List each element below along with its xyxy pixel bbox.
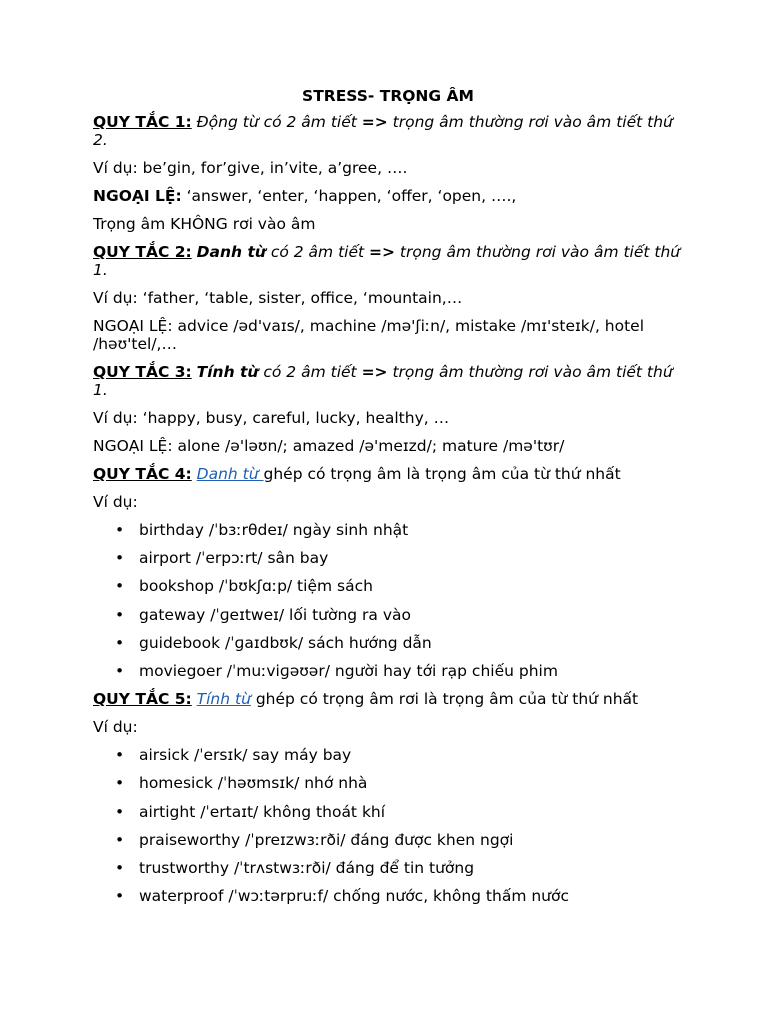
bullet-icon: • <box>115 746 125 765</box>
rule-3-text-b: trọng âm thường rơi vào âm tiết thứ 1. <box>93 363 673 399</box>
list-item <box>115 802 683 821</box>
bullet-icon: • <box>115 661 125 680</box>
rule-1-exception-text: ‘answer, ‘enter, ‘happen, ‘offer, ‘open, …., <box>181 187 517 205</box>
rule-5-example-label: Ví dụ: <box>93 718 138 737</box>
rule-1-example: Ví dụ: be’gin, for’give, in’vite, a’gree, …. <box>93 159 408 177</box>
list-item-text: birthday /ˈbɜːrθdeɪ/ ngày sinh nhật <box>139 521 409 539</box>
bullet-icon: • <box>115 830 125 849</box>
rule-2-text-b: trọng âm thường rơi vào âm tiết thứ 1. <box>93 243 681 279</box>
list-item-text: gateway /ˈɡeɪtweɪ/ lối tường ra vào <box>139 605 411 624</box>
bullet-icon: • <box>115 577 125 596</box>
list-item-text: trustworthy /ˈtrʌstwɜːrði/ đáng để tin tưởng <box>139 858 475 877</box>
list-item-text: waterproof /ˈwɔːtərpruːf/ chống nước, không thấm nước <box>139 887 570 906</box>
rule-4-text: ghép có trọng âm là trọng âm của từ thứ nhất <box>263 465 621 483</box>
document-page <box>93 87 683 915</box>
rule-2-exception: NGOẠI LỆ: advice /əd'vaɪs/, machine /mə'ʃiːn/, mistake /mɪ'steɪk/, hotel /həʊ'tel/,… <box>93 317 645 353</box>
list-item-text: homesick /ˈhəʊmsɪk/ nhớ nhà <box>139 774 368 793</box>
rule-1 <box>93 113 683 149</box>
bullet-icon: • <box>115 633 125 652</box>
list-item-text: airport /ˈerpɔːrt/ sân bay <box>139 549 329 568</box>
list-item <box>115 830 683 849</box>
rule-3-text-a: có 2 âm tiết <box>258 363 362 381</box>
rule-1-text-a: Động từ có 2 âm tiết <box>196 113 362 131</box>
rule-2-label: QUY TẮC 2: <box>93 243 192 261</box>
rule-2-text-a: có 2 âm tiết <box>265 243 370 261</box>
list-item-text: airsick /ˈersɪk/ say máy bay <box>139 746 352 765</box>
rule-4 <box>93 465 683 483</box>
list-item <box>115 577 683 596</box>
list-item <box>115 633 683 652</box>
list-item-text: airtight /ˈertaɪt/ không thoát khí <box>139 802 386 821</box>
rule-4-list <box>93 521 683 680</box>
rule-5-link[interactable]: Tính từ <box>196 690 251 709</box>
rule-3-arrow: => <box>361 363 388 381</box>
rule-3-exception: NGOẠI LỆ: alone /ə'ləʊn/; amazed /ə'meɪzd/; mature /mə'tʊr/ <box>93 437 565 455</box>
list-item <box>115 774 683 793</box>
bullet-icon: • <box>115 858 125 877</box>
list-item <box>115 521 683 539</box>
rule-5 <box>93 690 683 708</box>
rule-5-label: QUY TẮC 5: <box>93 690 192 709</box>
list-item <box>115 887 683 906</box>
rule-1-label: QUY TẮC 1: <box>93 113 192 131</box>
rule-4-label: QUY TẮC 4: <box>93 465 192 483</box>
list-item <box>115 858 683 877</box>
rule-2-keyword: Danh từ <box>196 243 266 261</box>
list-item-text: guidebook /ˈɡaɪdbʊk/ sách hướng dẫn <box>139 633 432 652</box>
document-title: STRESS- TRỌNG ÂM <box>302 87 474 105</box>
rule-2-arrow: => <box>369 243 395 261</box>
rule-4-link[interactable]: Danh từ <box>196 465 264 483</box>
rule-1-text-b: trọng âm thường rơi vào âm tiết thứ 2. <box>93 113 673 149</box>
bullet-icon: • <box>115 802 125 821</box>
rule-1-note: Trọng âm KHÔNG rơi vào âm <box>93 215 316 233</box>
list-item <box>115 549 683 568</box>
list-item-text: praiseworthy /ˈpreɪzwɜːrði/ đáng được khen ngợi <box>139 830 514 849</box>
rule-2-example: Ví dụ: ‘father, ‘table, sister, office, ‘mountain,… <box>93 289 463 307</box>
list-item <box>115 605 683 624</box>
rule-3-label: QUY TẮC 3: <box>93 363 192 381</box>
bullet-icon: • <box>115 549 125 568</box>
rule-3 <box>93 363 683 399</box>
rule-3-keyword: Tính từ <box>196 363 259 381</box>
rule-1-exception <box>93 187 683 205</box>
rule-5-list <box>93 746 683 905</box>
list-item-text: moviegoer /ˈmuːviɡəʊər/ người hay tới rạp chiếu phim <box>139 661 558 680</box>
rule-4-example-label: Ví dụ: <box>93 493 138 511</box>
rule-1-arrow: => <box>361 113 388 131</box>
rule-2 <box>93 243 683 279</box>
rule-1-exception-label: NGOẠI LỆ: <box>93 187 182 205</box>
list-item-text: bookshop /ˈbʊkʃɑːp/ tiệm sách <box>139 577 373 596</box>
bullet-icon: • <box>115 887 125 906</box>
bullet-icon: • <box>115 605 125 624</box>
list-item <box>115 746 683 765</box>
rule-3-example: Ví dụ: ‘happy, busy, careful, lucky, healthy, … <box>93 409 450 427</box>
bullet-icon: • <box>115 774 125 793</box>
list-item <box>115 661 683 680</box>
bullet-icon: • <box>115 521 125 539</box>
rule-5-text: ghép có trọng âm rơi là trọng âm của từ thứ nhất <box>250 690 639 709</box>
